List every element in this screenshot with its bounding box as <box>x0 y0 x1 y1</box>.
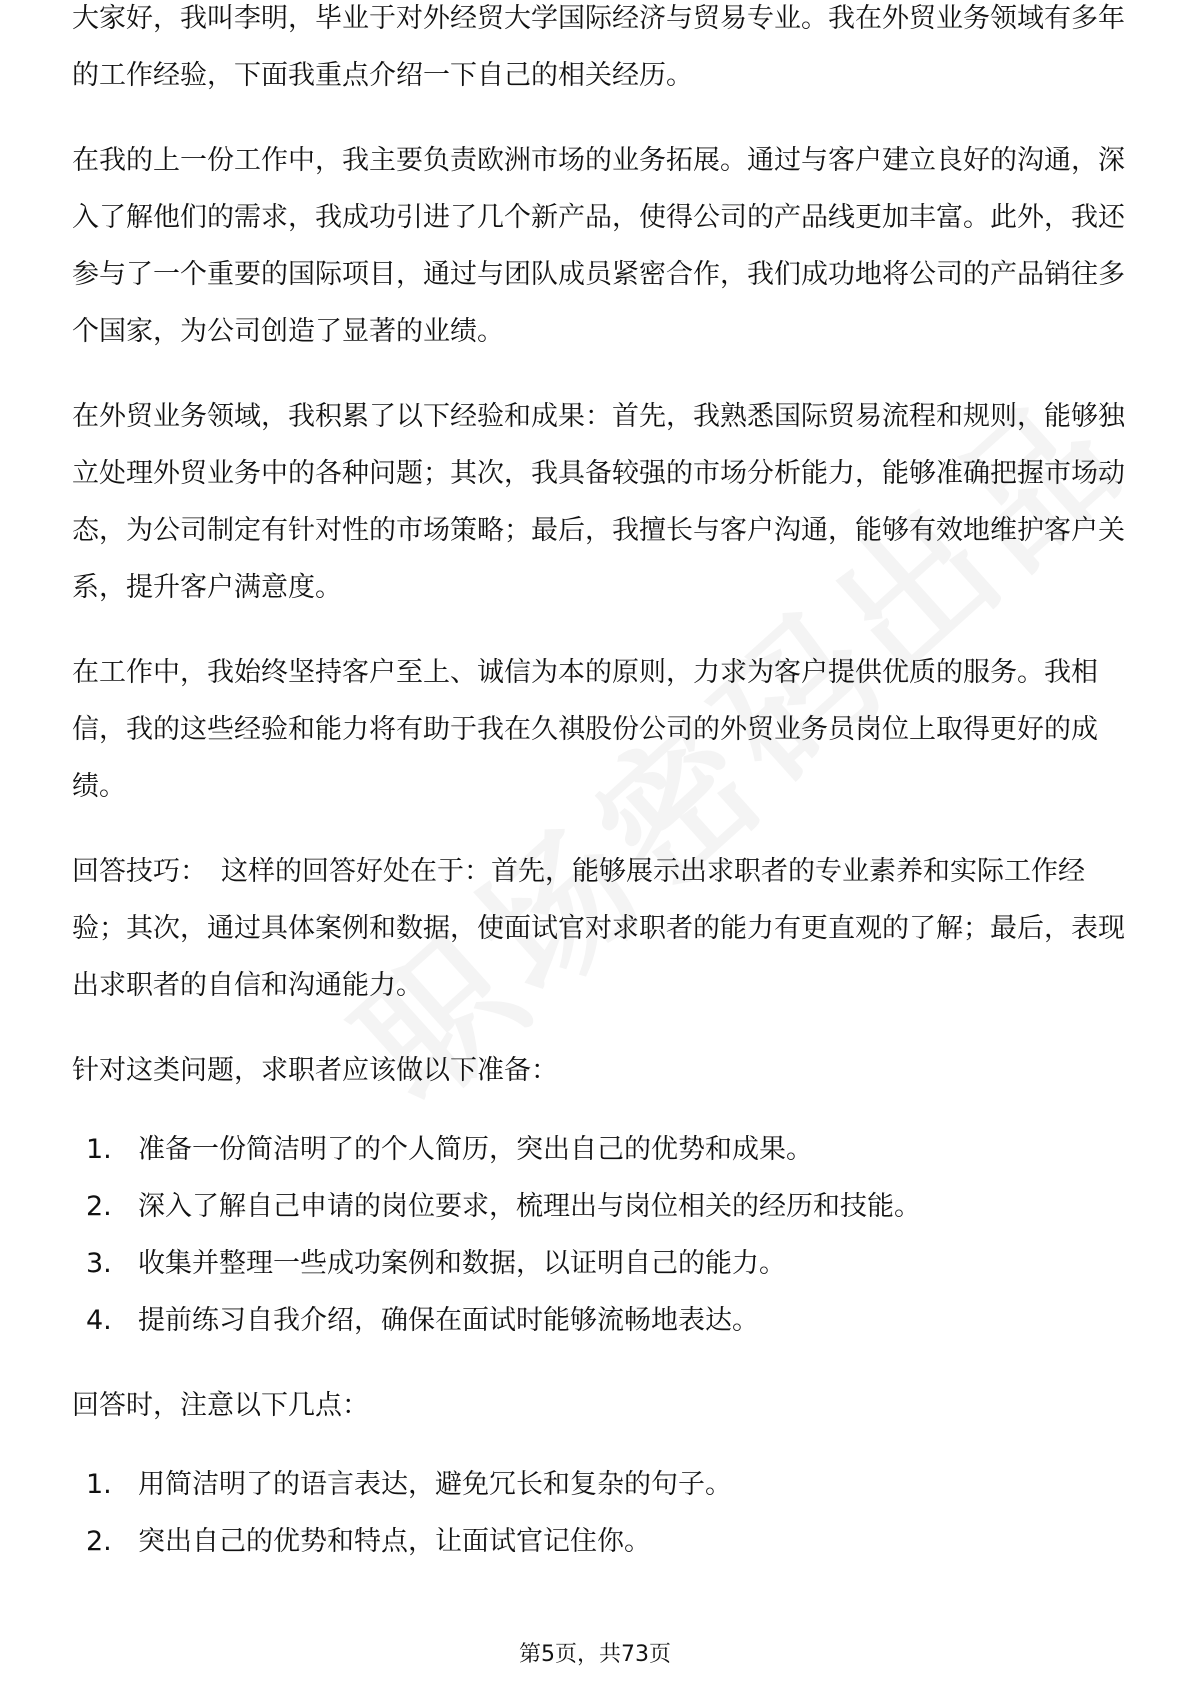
list-item-text: 收集并整理一些成功案例和数据，以证明自己的能力。 <box>138 1248 786 1279</box>
list-item-text: 突出自己的优势和特点，让面试官记住你。 <box>138 1526 651 1557</box>
paragraph-tips <box>72 843 1132 1014</box>
list-item-text: 提前练习自我介绍，确保在面试时能够流畅地表达。 <box>138 1305 759 1336</box>
list-item-number: 1. <box>86 1134 112 1165</box>
page-number-footer: 第5页，共73页 <box>519 1642 671 1667</box>
prep-heading: 针对这类问题，求职者应该做以下准备： <box>72 1055 558 1086</box>
list-item <box>72 1178 1132 1235</box>
list-item <box>72 1456 1132 1513</box>
prep-list <box>72 1121 1132 1349</box>
paragraph-previous-job: 在我的上一份工作中，我主要负责欧洲市场的业务拓展。通过与客户建立良好的沟通，深入了解他们的需求，我成功引进了几个新产品，使得公司的产品线更加丰富。此外，我还参与了一个重要的国际项目，通过与团队成员紧密合作，我们成功地将公司的产品销往多个国家，为公司创造了显著的业绩。 <box>72 145 1125 347</box>
list-item-number: 3. <box>86 1248 112 1279</box>
tips-text: 这样的回答好处在于：首先，能够展示出求职者的专业素养和实际工作经验；其次，通过具体案例和数据，使面试官对求职者的能力有更直观的了解；最后，表现出求职者的自信和沟通能力。 <box>72 856 1125 1001</box>
list-item-text: 用简洁明了的语言表达，避免冗长和复杂的句子。 <box>138 1469 732 1500</box>
document-body <box>72 0 1132 1598</box>
list-item-number: 2. <box>86 1526 112 1557</box>
answer-list <box>72 1456 1132 1570</box>
paragraph-experience: 在外贸业务领域，我积累了以下经验和成果：首先，我熟悉国际贸易流程和规则，能够独立处理外贸业务中的各种问题；其次，我具备较强的市场分析能力，能够准确把握市场动态，为公司制定有针对性的市场策略；最后，我擅长与客户沟通，能够有效地维护客户关系，提升客户满意度。 <box>72 401 1125 603</box>
tips-label: 回答技巧： <box>72 856 207 887</box>
list-item-text: 深入了解自己申请的岗位要求，梳理出与岗位相关的经历和技能。 <box>138 1191 921 1222</box>
paragraph-principles: 在工作中，我始终坚持客户至上、诚信为本的原则，力求为客户提供优质的服务。我相信，我的这些经验和能力将有助于我在久祺股份公司的外贸业务员岗位上取得更好的成绩。 <box>72 657 1098 802</box>
list-item <box>72 1292 1132 1349</box>
list-item-number: 4. <box>86 1305 112 1336</box>
list-item-number: 1. <box>86 1469 112 1500</box>
answer-heading: 回答时，注意以下几点： <box>72 1390 369 1421</box>
list-item-text: 准备一份简洁明了的个人简历，突出自己的优势和成果。 <box>138 1134 813 1165</box>
list-item <box>72 1121 1132 1178</box>
list-item <box>72 1235 1132 1292</box>
list-item-number: 2. <box>86 1191 112 1222</box>
list-item <box>72 1513 1132 1570</box>
paragraph-intro: 大家好，我叫李明，毕业于对外经贸大学国际经济与贸易专业。我在外贸业务领域有多年的工作经验，下面我重点介绍一下自己的相关经历。 <box>72 3 1125 91</box>
